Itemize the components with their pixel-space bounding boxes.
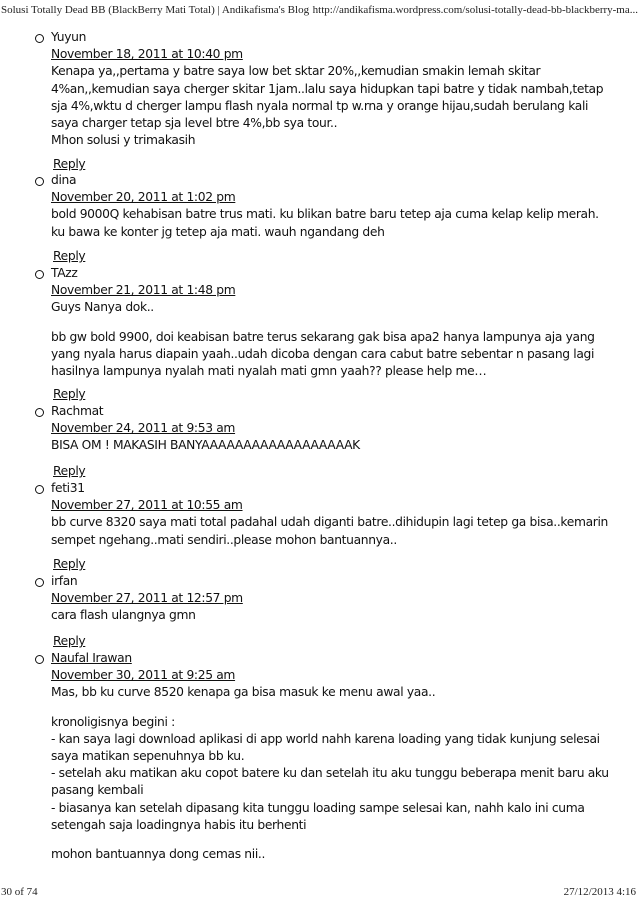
reply-link[interactable]: Reply <box>53 249 86 263</box>
comment-date-link[interactable]: November 21, 2011 at 1:48 pm <box>51 283 236 298</box>
comment-text: mohon bantuannya dong cemas nii.. <box>51 847 266 862</box>
comment-author: feti31 <box>51 481 85 495</box>
comment-date-link[interactable]: November 27, 2011 at 12:57 pm <box>51 591 243 606</box>
comment-text: bb curve 8320 saya mati total padahal udah diganti batre..dihidupin lagi tetep ga bisa..kemarin sempet ngehang..mati sendiri..please mohon bantuannya.. <box>51 515 608 547</box>
comment-text: BISA OM ! MAKASIH BANYAAAAAAAAAAAAAAAAAAK <box>51 438 360 453</box>
comment-date-link[interactable]: November 20, 2011 at 1:02 pm <box>51 190 236 205</box>
list-bullet-icon <box>35 408 44 417</box>
comment-author: TAzz <box>51 266 78 280</box>
comment-author: dina <box>51 173 77 187</box>
list-bullet-icon <box>35 578 44 587</box>
page-number: 30 of 74 <box>1 886 38 898</box>
comment-text: cara flash ulangnya gmn <box>51 608 196 623</box>
print-datetime: 27/12/2013 4:16 <box>563 886 636 898</box>
comment-date-link[interactable]: November 24, 2011 at 9:53 am <box>51 421 236 436</box>
comment-author-link[interactable]: Naufal Irawan <box>51 651 132 665</box>
header-url: http://andikafisma.wordpress.com/solusi-totally-dead-bb-blackberry-ma... <box>312 4 638 16</box>
list-bullet-icon <box>35 34 44 43</box>
reply-link[interactable]: Reply <box>53 634 86 648</box>
comment-date-link[interactable]: November 27, 2011 at 10:55 am <box>51 498 243 513</box>
comment-text: Guys Nanya dok.. <box>51 300 154 315</box>
list-bullet-icon <box>35 270 44 279</box>
comment-author: Yuyun <box>51 30 87 44</box>
comment-author: irfan <box>51 574 78 588</box>
comment-date-link[interactable]: November 30, 2011 at 9:25 am <box>51 668 236 683</box>
reply-link[interactable]: Reply <box>53 157 86 171</box>
reply-link[interactable]: Reply <box>53 557 86 571</box>
comment-text: Kenapa ya,,pertama y batre saya low bet sktar 20%,,kemudian smakin lemah skitar 4%an,,kemudian saya cherger skitar 1jam..lalu saya hidupkan tapi batre y tidak nambah,tetap sja 4%,wktu d cherger lampu flash nyala normal tp w.rna y orange hijau,sudah berulang kali saya charger tetap sja level btre 4%,bb sya tour.. Mhon solusi y trimakasih <box>51 64 604 148</box>
comment-text: kronoligisnya begini : - kan saya lagi download aplikasi di app world nahh karena loading yang tidak kunjung selesai saya matikan sepenuhnya bb ku. - setelah aku matikan aku copot batere ku dan setelah itu aku tunggu beberapa menit baru aku pasang kembali - biasanya kan setelah dipasang kita tunggu loading sampe selesai kan, nahh kalo ini cuma setengah saja loadingnya habis itu berhenti <box>51 714 609 832</box>
comment-author: Rachmat <box>51 404 104 418</box>
list-bullet-icon <box>35 177 44 186</box>
list-bullet-icon <box>35 655 44 664</box>
comment-date-link[interactable]: November 18, 2011 at 10:40 pm <box>51 47 243 62</box>
header-page-title: Solusi Totally Dead BB (BlackBerry Mati Total) | Andikafisma's Blog <box>1 4 310 16</box>
comment-text: bb gw bold 9900, doi keabisan batre terus sekarang gak bisa apa2 hanya lampunya aja yang yang nyala harus diapain yaah..udah dicoba dengan cara cabut batre sebentar n pasang lagi hasilnya lampunya nyalah mati nyalah mati gmn yaah?? please help me… <box>51 329 595 379</box>
comment-text: bold 9000Q kehabisan batre trus mati. ku blikan batre baru tetep aja cuma kelap kelip merah. ku bawa ke konter jg tetep aja mati. wauh ngandang deh <box>51 207 599 239</box>
reply-link[interactable]: Reply <box>53 464 86 478</box>
list-bullet-icon <box>35 485 44 494</box>
reply-link[interactable]: Reply <box>53 387 86 401</box>
comment-text: Mas, bb ku curve 8520 kenapa ga bisa masuk ke menu awal yaa.. <box>51 685 436 700</box>
